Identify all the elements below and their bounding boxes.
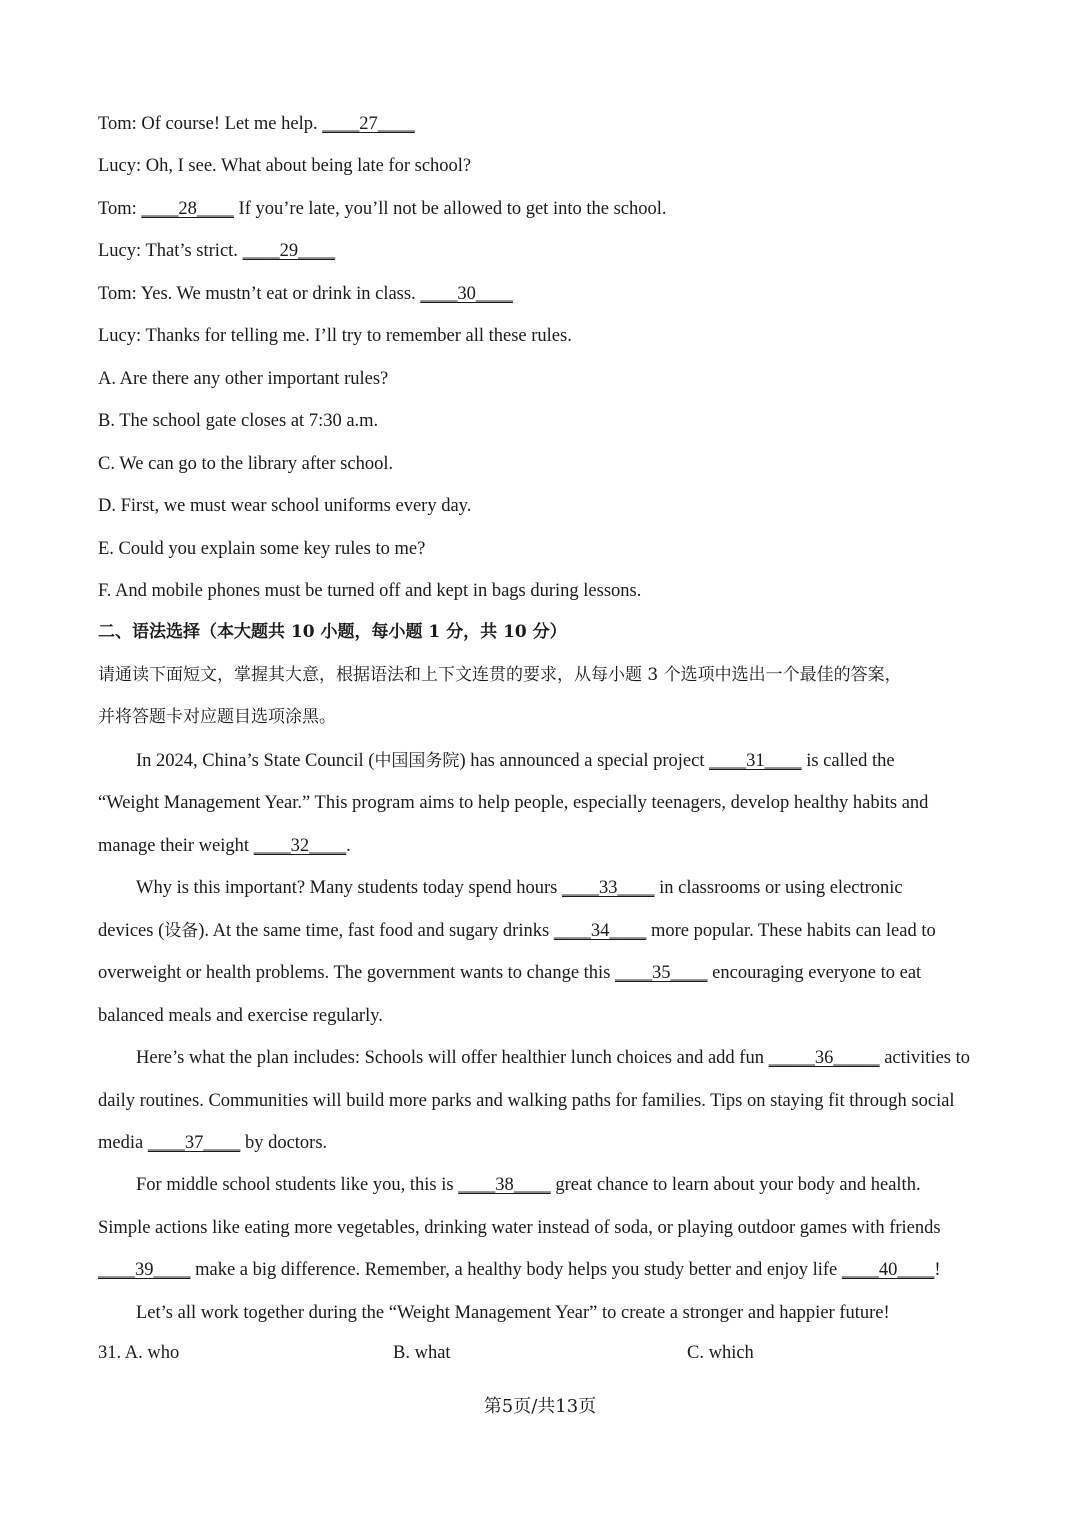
choice-e: E. Could you explain some key rules to me? xyxy=(98,539,426,559)
passage-line: “Weight Management Year.” This program aims to help people, especially teenagers, develop healthy habits and xyxy=(98,793,929,813)
passage-line: For middle school students like you, this is ____38____ great chance to learn about your body and health. xyxy=(136,1175,921,1195)
page-number: 第5页/共13页 xyxy=(483,1396,597,1417)
blank-30: ____30____ xyxy=(420,284,513,304)
q31-option-c: C. which xyxy=(687,1343,754,1363)
blank-34: ____34____ xyxy=(553,921,647,941)
choice-c: C. We can go to the library after school. xyxy=(98,454,394,474)
blank-27: ____27____ xyxy=(322,114,415,134)
choice-d: D. First, we must wear school uniforms every day. xyxy=(98,496,472,516)
q31-option-a: 31. A. who xyxy=(98,1343,180,1363)
blank-31: ____31____ xyxy=(709,751,802,771)
blank-32: ____32____ xyxy=(253,836,347,856)
passage-line: In 2024, China’s State Council (中国国务院) has announced a special project ____31____ is called the xyxy=(136,751,895,771)
passage-line: devices (设备). At the same time, fast food and sugary drinks ____34____ more popular. These habits can lead to xyxy=(98,921,936,941)
passage-line: ____39____ make a big difference. Remember, a healthy body helps you study better and enjoy life ____40____! xyxy=(98,1260,941,1280)
section-heading: 二、语法选择（本大题共 10 小题，每小题 1 分，共 10 分） xyxy=(98,622,567,642)
passage-line: manage their weight ____32____. xyxy=(98,836,351,856)
instruction-line-2: 并将答题卡对应题目选项涂黑。 xyxy=(98,707,336,727)
passage-line: Here’s what the plan includes: Schools will offer healthier lunch choices and add fun _____36_____ activities to xyxy=(136,1048,971,1068)
dialogue-line: Lucy: Oh, I see. What about being late for school? xyxy=(98,156,472,176)
passage-line: Simple actions like eating more vegetables, drinking water instead of soda, or playing outdoor games with friends xyxy=(98,1218,941,1238)
dialogue-line-30: Tom: Yes. We mustn’t eat or drink in class. ____30____ xyxy=(98,284,513,304)
blank-28: ____28____ xyxy=(141,199,234,219)
choice-a: A. Are there any other important rules? xyxy=(98,369,389,389)
passage-line: daily routines. Communities will build more parks and walking paths for families. Tips on staying fit through social xyxy=(98,1091,955,1111)
dialogue-line-28: Tom: ____28____ If you’re late, you’ll not be allowed to get into the school. xyxy=(98,199,667,219)
blank-29: ____29____ xyxy=(242,241,336,261)
blank-37: ____37____ xyxy=(147,1133,241,1153)
dialogue-line: Lucy: Thanks for telling me. I’ll try to remember all these rules. xyxy=(98,326,572,346)
passage-line: Let’s all work together during the “Weight Management Year” to create a stronger and happier future! xyxy=(136,1303,890,1323)
blank-36: _____36_____ xyxy=(768,1048,880,1068)
passage-line: Why is this important? Many students today spend hours ____33____ in classrooms or using electronic xyxy=(136,878,903,898)
blank-35: ____35____ xyxy=(615,963,708,983)
q31-option-b: B. what xyxy=(393,1343,451,1363)
passage-line: balanced meals and exercise regularly. xyxy=(98,1006,383,1026)
passage-line: overweight or health problems. The government wants to change this ____35____ encouraging everyone to eat xyxy=(98,963,922,983)
blank-33: ____33____ xyxy=(561,878,655,898)
choice-b: B. The school gate closes at 7:30 a.m. xyxy=(98,411,379,431)
choice-f: F. And mobile phones must be turned off and kept in bags during lessons. xyxy=(98,581,642,601)
blank-38: ____38____ xyxy=(458,1175,551,1195)
instruction-line-1: 请通读下面短文，掌握其大意，根据语法和上下文连贯的要求，从每小题 3 个选项中选出一个最佳的答案， xyxy=(98,665,902,685)
dialogue-line-29: Lucy: That’s strict. ____29____ xyxy=(98,241,336,261)
passage-line: media ____37____ by doctors. xyxy=(98,1133,328,1153)
blank-40: ____40____ xyxy=(841,1260,935,1280)
dialogue-line-27: Tom: Of course! Let me help. ____27____ xyxy=(98,114,415,134)
blank-39: ____39____ xyxy=(98,1260,191,1280)
